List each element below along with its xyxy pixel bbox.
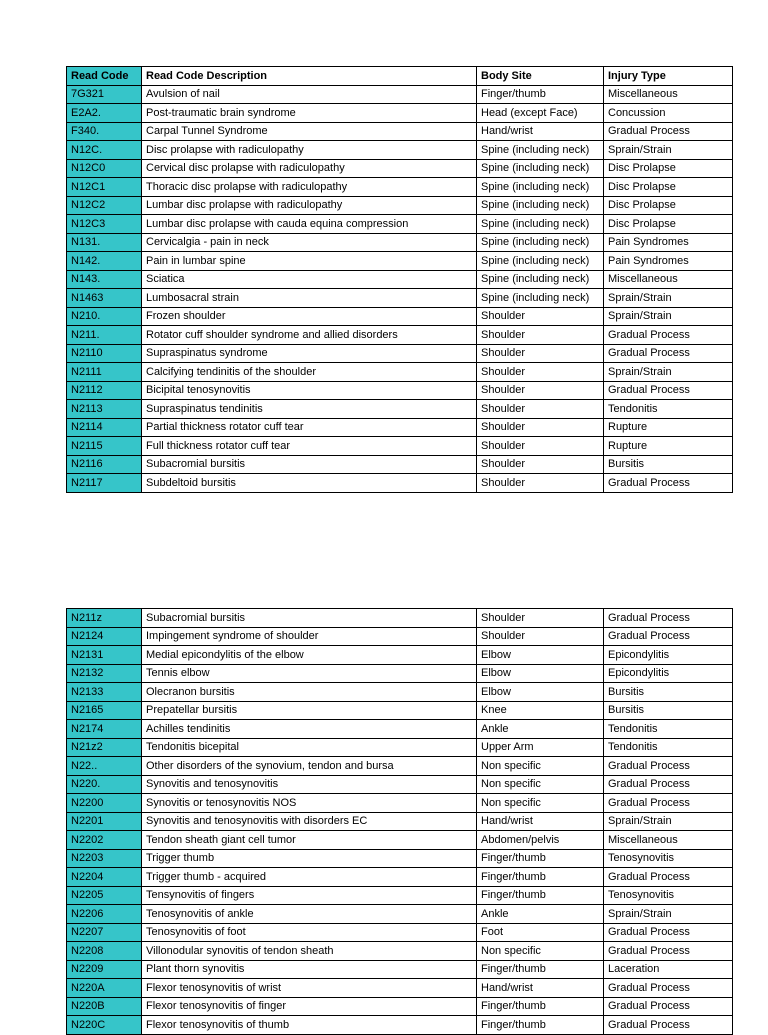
table-row [67, 738, 733, 757]
body-site-cell: Knee [477, 701, 604, 720]
injury-type-cell: Gradual Process [604, 979, 733, 998]
table-row [67, 363, 733, 382]
read-code-table-top [66, 66, 733, 493]
injury-type-cell: Disc Prolapse [604, 196, 733, 215]
read-code-cell: N12C3 [67, 215, 142, 234]
description-cell: Lumbar disc prolapse with cauda equina compression [142, 215, 477, 234]
table-row [67, 701, 733, 720]
injury-type-cell: Sprain/Strain [604, 363, 733, 382]
body-site-cell: Finger/thumb [477, 997, 604, 1016]
body-site-cell: Shoulder [477, 455, 604, 474]
header-body-site: Body Site [477, 67, 604, 86]
injury-type-cell: Epicondylitis [604, 664, 733, 683]
injury-type-cell: Gradual Process [604, 1016, 733, 1035]
read-code-cell: N220C [67, 1016, 142, 1035]
description-cell: Achilles tendinitis [142, 720, 477, 739]
read-code-cell: N2205 [67, 886, 142, 905]
read-code-cell: N2201 [67, 812, 142, 831]
read-code-cell: N2110 [67, 344, 142, 363]
body-site-cell: Shoulder [477, 381, 604, 400]
description-cell: Lumbosacral strain [142, 289, 477, 308]
body-site-cell: Spine (including neck) [477, 233, 604, 252]
body-site-cell: Shoulder [477, 437, 604, 456]
table-row [67, 196, 733, 215]
read-code-cell: N2133 [67, 683, 142, 702]
description-cell: Cervical disc prolapse with radiculopathy [142, 159, 477, 178]
injury-type-cell: Rupture [604, 437, 733, 456]
injury-type-cell: Gradual Process [604, 627, 733, 646]
table-row [67, 720, 733, 739]
body-site-cell: Head (except Face) [477, 104, 604, 123]
description-cell: Tennis elbow [142, 664, 477, 683]
read-code-cell: E2A2. [67, 104, 142, 123]
read-code-cell: N2114 [67, 418, 142, 437]
body-site-cell: Hand/wrist [477, 122, 604, 141]
read-code-cell: N2112 [67, 381, 142, 400]
description-cell: Pain in lumbar spine [142, 252, 477, 271]
table-row [67, 905, 733, 924]
description-cell: Flexor tenosynovitis of thumb [142, 1016, 477, 1035]
injury-type-cell: Epicondylitis [604, 646, 733, 665]
table-row [67, 400, 733, 419]
injury-type-cell: Tendonitis [604, 738, 733, 757]
read-code-cell: N2207 [67, 923, 142, 942]
table-row [67, 141, 733, 160]
injury-type-cell: Disc Prolapse [604, 178, 733, 197]
body-site-cell: Finger/thumb [477, 886, 604, 905]
description-cell: Trigger thumb - acquired [142, 868, 477, 887]
body-site-cell: Foot [477, 923, 604, 942]
body-site-cell: Finger/thumb [477, 868, 604, 887]
read-code-cell: N21z2 [67, 738, 142, 757]
body-site-cell: Non specific [477, 794, 604, 813]
body-site-cell: Abdomen/pelvis [477, 831, 604, 850]
body-site-cell: Spine (including neck) [477, 159, 604, 178]
read-code-cell: N210. [67, 307, 142, 326]
table-row [67, 942, 733, 961]
table-row [67, 326, 733, 345]
description-cell: Sciatica [142, 270, 477, 289]
description-cell: Bicipital tenosynovitis [142, 381, 477, 400]
read-code-cell: N2113 [67, 400, 142, 419]
description-cell: Villonodular synovitis of tendon sheath [142, 942, 477, 961]
read-code-cell: N2209 [67, 960, 142, 979]
injury-type-cell: Miscellaneous [604, 270, 733, 289]
table-row [67, 474, 733, 493]
read-code-cell: N12C0 [67, 159, 142, 178]
table-row [67, 344, 733, 363]
table-row [67, 868, 733, 887]
injury-type-cell: Gradual Process [604, 942, 733, 961]
body-site-cell: Spine (including neck) [477, 215, 604, 234]
table-row [67, 252, 733, 271]
read-code-cell: N2115 [67, 437, 142, 456]
table-row [67, 289, 733, 308]
read-code-cell: 7G321 [67, 85, 142, 104]
read-code-cell: N2203 [67, 849, 142, 868]
description-cell: Subdeltoid bursitis [142, 474, 477, 493]
body-site-cell: Shoulder [477, 307, 604, 326]
body-site-cell: Hand/wrist [477, 979, 604, 998]
injury-type-cell: Miscellaneous [604, 85, 733, 104]
injury-type-cell: Gradual Process [604, 326, 733, 345]
body-site-cell: Ankle [477, 905, 604, 924]
read-code-cell: N2124 [67, 627, 142, 646]
table-row [67, 215, 733, 234]
injury-type-cell: Bursitis [604, 701, 733, 720]
body-site-cell: Shoulder [477, 609, 604, 628]
body-site-cell: Ankle [477, 720, 604, 739]
table-row [67, 122, 733, 141]
body-site-cell: Upper Arm [477, 738, 604, 757]
header-row [67, 67, 733, 86]
description-cell: Prepatellar bursitis [142, 701, 477, 720]
injury-type-cell: Gradual Process [604, 997, 733, 1016]
table-row [67, 757, 733, 776]
injury-type-cell: Pain Syndromes [604, 233, 733, 252]
table-row [67, 775, 733, 794]
injury-type-cell: Sprain/Strain [604, 905, 733, 924]
injury-type-cell: Tenosynovitis [604, 886, 733, 905]
body-site-cell: Shoulder [477, 363, 604, 382]
description-cell: Olecranon bursitis [142, 683, 477, 702]
description-cell: Frozen shoulder [142, 307, 477, 326]
body-site-cell: Shoulder [477, 418, 604, 437]
body-site-cell: Shoulder [477, 400, 604, 419]
read-code-cell: N22.. [67, 757, 142, 776]
table-row [67, 609, 733, 628]
description-cell: Tendon sheath giant cell tumor [142, 831, 477, 850]
table-row [67, 307, 733, 326]
read-code-cell: N220B [67, 997, 142, 1016]
description-cell: Impingement syndrome of shoulder [142, 627, 477, 646]
read-code-cell: N2200 [67, 794, 142, 813]
injury-type-cell: Gradual Process [604, 122, 733, 141]
body-site-cell: Spine (including neck) [477, 289, 604, 308]
injury-type-cell: Laceration [604, 960, 733, 979]
description-cell: Full thickness rotator cuff tear [142, 437, 477, 456]
injury-type-cell: Rupture [604, 418, 733, 437]
injury-type-cell: Gradual Process [604, 923, 733, 942]
description-cell: Cervicalgia - pain in neck [142, 233, 477, 252]
description-cell: Avulsion of nail [142, 85, 477, 104]
table-row [67, 233, 733, 252]
table-row [67, 979, 733, 998]
description-cell: Tenosynovitis of foot [142, 923, 477, 942]
body-site-cell: Hand/wrist [477, 812, 604, 831]
table-row [67, 849, 733, 868]
injury-type-cell: Tendonitis [604, 720, 733, 739]
read-code-cell: N2116 [67, 455, 142, 474]
description-cell: Thoracic disc prolapse with radiculopathy [142, 178, 477, 197]
injury-type-cell: Disc Prolapse [604, 159, 733, 178]
injury-type-cell: Tendonitis [604, 400, 733, 419]
table-row [67, 794, 733, 813]
body-site-cell: Spine (including neck) [477, 178, 604, 197]
table-row [67, 683, 733, 702]
injury-type-cell: Gradual Process [604, 474, 733, 493]
read-code-cell: N12C2 [67, 196, 142, 215]
body-site-cell: Non specific [477, 757, 604, 776]
body-site-cell: Elbow [477, 683, 604, 702]
body-site-cell: Finger/thumb [477, 849, 604, 868]
table-row [67, 178, 733, 197]
table-row [67, 960, 733, 979]
table-row [67, 627, 733, 646]
body-site-cell: Spine (including neck) [477, 196, 604, 215]
injury-type-cell: Bursitis [604, 683, 733, 702]
body-site-cell: Elbow [477, 646, 604, 665]
table-row [67, 381, 733, 400]
table-row [67, 664, 733, 683]
injury-type-cell: Miscellaneous [604, 831, 733, 850]
description-cell: Carpal Tunnel Syndrome [142, 122, 477, 141]
description-cell: Disc prolapse with radiculopathy [142, 141, 477, 160]
table-row [67, 437, 733, 456]
read-code-cell: N220A [67, 979, 142, 998]
read-code-cell: N220. [67, 775, 142, 794]
read-code-cell: N2208 [67, 942, 142, 961]
description-cell: Synovitis or tenosynovitis NOS [142, 794, 477, 813]
table-row [67, 923, 733, 942]
body-site-cell: Elbow [477, 664, 604, 683]
body-site-cell: Finger/thumb [477, 85, 604, 104]
injury-type-cell: Bursitis [604, 455, 733, 474]
injury-type-cell: Gradual Process [604, 794, 733, 813]
description-cell: Other disorders of the synovium, tendon and bursa [142, 757, 477, 776]
body-site-cell: Finger/thumb [477, 1016, 604, 1035]
read-code-cell: N1463 [67, 289, 142, 308]
table-row [67, 418, 733, 437]
read-code-cell: N12C1 [67, 178, 142, 197]
injury-type-cell: Disc Prolapse [604, 215, 733, 234]
body-site-cell: Shoulder [477, 326, 604, 345]
injury-type-cell: Sprain/Strain [604, 289, 733, 308]
injury-type-cell: Gradual Process [604, 381, 733, 400]
description-cell: Synovitis and tenosynovitis [142, 775, 477, 794]
header-description: Read Code Description [142, 67, 477, 86]
injury-type-cell: Sprain/Strain [604, 141, 733, 160]
read-code-cell: N2206 [67, 905, 142, 924]
table-row [67, 831, 733, 850]
body-site-cell: Non specific [477, 775, 604, 794]
injury-type-cell: Gradual Process [604, 757, 733, 776]
injury-type-cell: Gradual Process [604, 609, 733, 628]
table-row [67, 104, 733, 123]
injury-type-cell: Gradual Process [604, 775, 733, 794]
body-site-cell: Shoulder [477, 627, 604, 646]
read-code-cell: N2202 [67, 831, 142, 850]
body-site-cell: Non specific [477, 942, 604, 961]
read-code-cell: N2131 [67, 646, 142, 665]
body-site-cell: Spine (including neck) [477, 270, 604, 289]
description-cell: Tenosynovitis of ankle [142, 905, 477, 924]
table-row [67, 270, 733, 289]
injury-type-cell: Gradual Process [604, 868, 733, 887]
read-code-cell: N131. [67, 233, 142, 252]
read-code-cell: N2132 [67, 664, 142, 683]
read-code-cell: N143. [67, 270, 142, 289]
description-cell: Trigger thumb [142, 849, 477, 868]
table-row [67, 85, 733, 104]
description-cell: Calcifying tendinitis of the shoulder [142, 363, 477, 382]
body-site-cell: Shoulder [477, 344, 604, 363]
description-cell: Lumbar disc prolapse with radiculopathy [142, 196, 477, 215]
table-row [67, 997, 733, 1016]
table-row [67, 455, 733, 474]
injury-type-cell: Pain Syndromes [604, 252, 733, 271]
description-cell: Supraspinatus syndrome [142, 344, 477, 363]
description-cell: Flexor tenosynovitis of wrist [142, 979, 477, 998]
description-cell: Tendonitis bicepital [142, 738, 477, 757]
header-injury-type: Injury Type [604, 67, 733, 86]
read-code-cell: N2117 [67, 474, 142, 493]
read-code-cell: N2111 [67, 363, 142, 382]
table-row [67, 812, 733, 831]
body-site-cell: Spine (including neck) [477, 252, 604, 271]
description-cell: Rotator cuff shoulder syndrome and allied disorders [142, 326, 477, 345]
table-row [67, 646, 733, 665]
injury-type-cell: Concussion [604, 104, 733, 123]
description-cell: Medial epicondylitis of the elbow [142, 646, 477, 665]
description-cell: Tensynovitis of fingers [142, 886, 477, 905]
table-row [67, 1016, 733, 1035]
description-cell: Partial thickness rotator cuff tear [142, 418, 477, 437]
description-cell: Supraspinatus tendinitis [142, 400, 477, 419]
read-code-cell: N12C. [67, 141, 142, 160]
read-code-cell: N2174 [67, 720, 142, 739]
injury-type-cell: Gradual Process [604, 344, 733, 363]
read-code-cell: N211. [67, 326, 142, 345]
description-cell: Synovitis and tenosynovitis with disorders EC [142, 812, 477, 831]
read-code-cell: N2165 [67, 701, 142, 720]
table-row [67, 886, 733, 905]
read-code-cell: N2204 [67, 868, 142, 887]
read-code-cell: F340. [67, 122, 142, 141]
read-code-cell: N142. [67, 252, 142, 271]
read-code-table-bottom [66, 608, 733, 1035]
body-site-cell: Finger/thumb [477, 960, 604, 979]
body-site-cell: Spine (including neck) [477, 141, 604, 160]
header-read-code: Read Code [67, 67, 142, 86]
description-cell: Flexor tenosynovitis of finger [142, 997, 477, 1016]
body-site-cell: Shoulder [477, 474, 604, 493]
injury-type-cell: Tenosynovitis [604, 849, 733, 868]
injury-type-cell: Sprain/Strain [604, 812, 733, 831]
description-cell: Post-traumatic brain syndrome [142, 104, 477, 123]
description-cell: Plant thorn synovitis [142, 960, 477, 979]
description-cell: Subacromial bursitis [142, 455, 477, 474]
read-code-cell: N211z [67, 609, 142, 628]
injury-type-cell: Sprain/Strain [604, 307, 733, 326]
table-row [67, 159, 733, 178]
description-cell: Subacromial bursitis [142, 609, 477, 628]
